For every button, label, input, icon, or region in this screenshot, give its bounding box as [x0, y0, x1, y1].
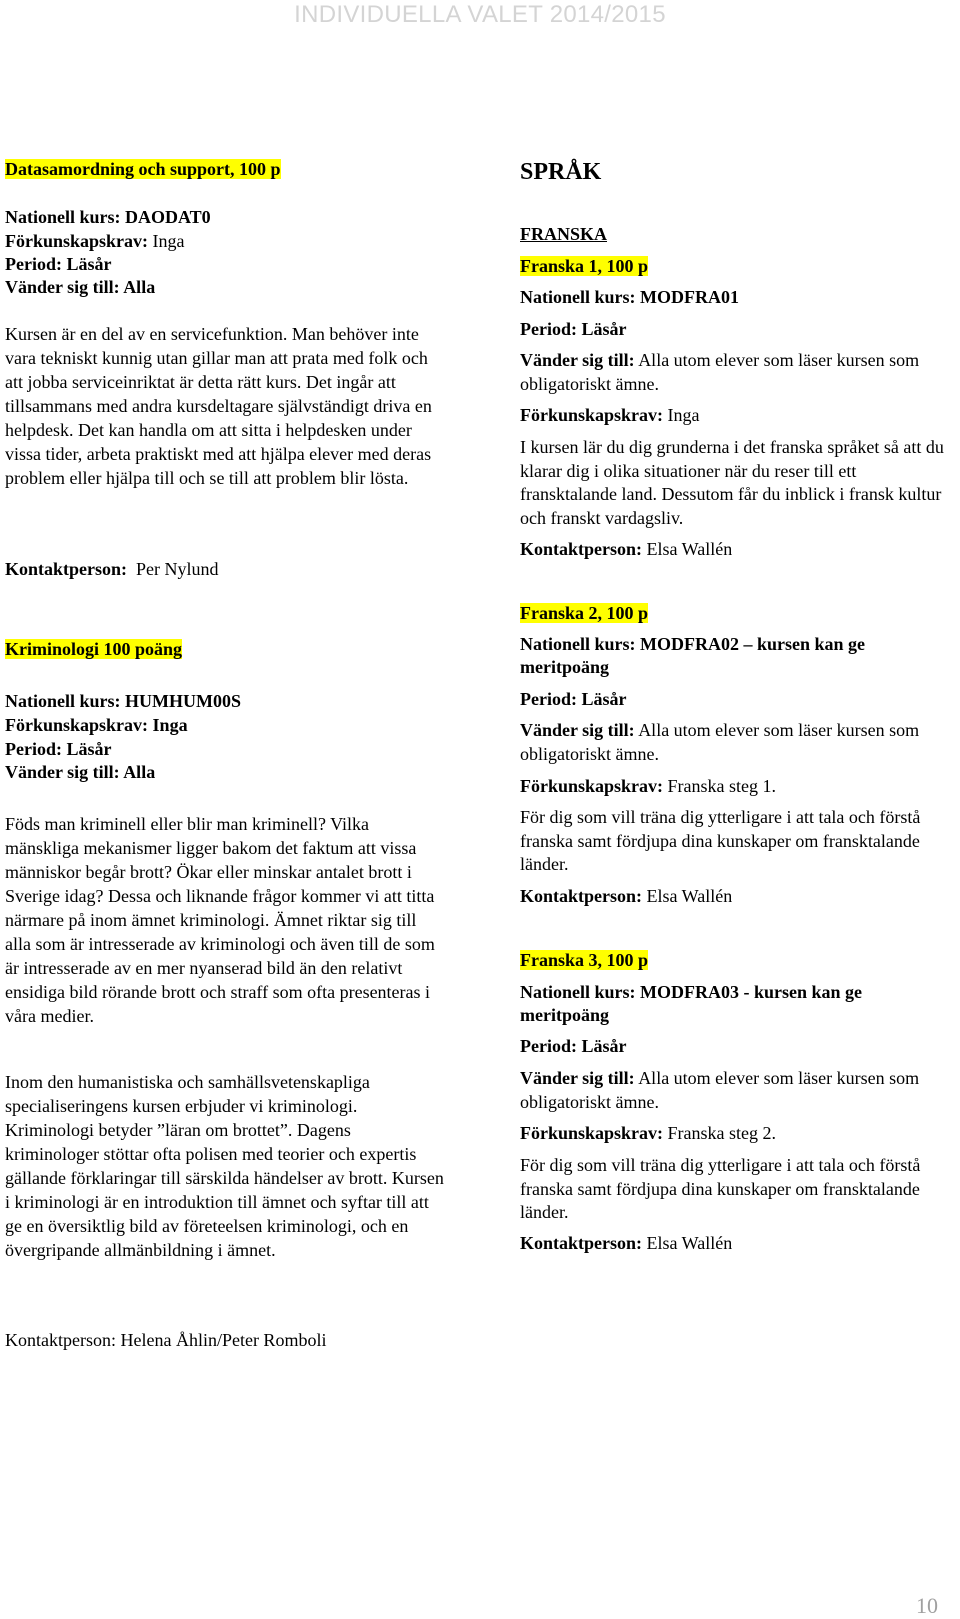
prerequisite-line: Förkunskapskrav: Franska steg 2.	[520, 1123, 777, 1143]
course-title-franska-1: Franska 1, 100 p	[520, 256, 649, 276]
national-course-line: Nationell kurs: MODFRA01	[520, 287, 739, 307]
audience-line: Vänder sig till: Alla utom elever som läser kursen som obligatoriskt ämne.	[520, 1068, 920, 1112]
period-line: Period: Läsår	[5, 254, 112, 274]
course-description: För dig som vill träna dig ytterligare i att tala och förstå franska samt fördjupa dina kunskaper om fransktalande länder.	[520, 1155, 921, 1222]
subject-heading: FRANSKA	[520, 224, 608, 244]
national-course-line: Nationell kurs: HUMHUM00S	[5, 691, 242, 711]
prerequisite-line: Förkunskapskrav: Franska steg 1.	[520, 776, 777, 796]
contact-line: Kontaktperson: Elsa Wallén	[520, 886, 733, 906]
course-description: I kursen lär du dig grunderna i det franska språket så att du klarar dig i olika situationer när du reser till ett fransktalande land. Dessutom får du inblick i fransk kultur och franskt vardagsliv.	[520, 437, 944, 528]
prerequisite-line: Förkunskapskrav: Inga	[5, 231, 185, 251]
period-line: Period: Läsår	[5, 739, 112, 759]
national-course-line: Nationell kurs: MODFRA03 - kursen kan ge	[520, 982, 863, 1002]
contact-line: Kontaktperson: Per Nylund	[5, 559, 219, 579]
course-description: Kursen är en del av en servicefunktion. Man behöver inte vara tekniskt kunnig utan gillar man att prata med folk och att jobba serviceinriktat är detta rätt kurs. Det ingår att tillsammans med andra kursdeltagare självständigt driva en helpdesk. Det kan handla om att sitta i helpdesken under vissa tider, arbeta praktiskt med att hjälpa elever med deras problem eller hjälpa till och se till att problem blir lösta.	[5, 324, 432, 488]
national-course-line: Nationell kurs: MODFRA02 – kursen kan ge	[520, 634, 866, 654]
national-course-line: Nationell kurs: DAODAT0	[5, 207, 211, 227]
course-description-2: Inom den humanistiska och samhällsvetenskapliga specialiseringens kursen erbjuder vi kriminologi. Kriminologi betyder ”läran om brottet”. Dagens kriminologer stöttar ofta polisen med teorier och expertis gällande förklaringar till särskilda händelser av brott. Kursen i kriminologi är en introduktion till ämnet och syftar till att ge en översiktlig bild av företeelsen kriminologi, och en övergripande allmänbildning i ämnet.	[5, 1072, 444, 1260]
prerequisite-line: Förkunskapskrav: Inga	[5, 715, 188, 735]
period-line: Period: Läsår	[520, 319, 627, 339]
course-title-kriminologi: Kriminologi 100 poäng	[5, 639, 183, 659]
course-title-datasamordning: Datasamordning och support, 100 p	[5, 159, 281, 179]
national-course-line-2: meritpoäng	[520, 657, 609, 677]
prerequisite-line: Förkunskapskrav: Inga	[520, 405, 700, 425]
audience-line: Vänder sig till: Alla	[5, 277, 156, 297]
audience-line: Vänder sig till: Alla utom elever som läser kursen som obligatoriskt ämne.	[520, 720, 920, 764]
section-title: SPRÅK	[520, 159, 602, 185]
course-description: För dig som vill träna dig ytterligare i att tala och förstå franska samt fördjupa dina kunskaper om fransktalande länder.	[520, 807, 921, 874]
running-header: INDIVIDUELLA VALET 2014/2015	[294, 1, 666, 28]
page-number: 10	[916, 1593, 938, 1618]
course-title-franska-3: Franska 3, 100 p	[520, 950, 649, 970]
contact-line: Kontaktperson: Elsa Wallén	[520, 1233, 733, 1253]
national-course-line-2: meritpoäng	[520, 1005, 609, 1025]
contact-line: Kontaktperson: Elsa Wallén	[520, 539, 733, 559]
contact-line: Kontaktperson: Helena Åhlin/Peter Romboli	[5, 1330, 327, 1350]
course-title-franska-2: Franska 2, 100 p	[520, 603, 649, 623]
audience-line: Vänder sig till: Alla	[5, 762, 156, 782]
audience-line: Vänder sig till: Alla utom elever som läser kursen som obligatoriskt ämne.	[520, 350, 920, 394]
course-description: Föds man kriminell eller blir man kriminell? Vilka mänskliga mekanismer ligger bakom det faktum att vissa människor begår brott? Ökar eller minskar antalet brott i Sverige idag? Dessa och liknande frågor kommer vi att titta närmare på inom ämnet kriminologi. Ämnet riktar sig till alla som är intresserade av kriminologi och även till de som är intresserade av en mer nyanserad bild än den relativt ensidiga bild rörande brott och straff som ofta presenteras i våra medier.	[5, 814, 435, 1026]
period-line: Period: Läsår	[520, 689, 627, 709]
period-line: Period: Läsår	[520, 1036, 627, 1056]
